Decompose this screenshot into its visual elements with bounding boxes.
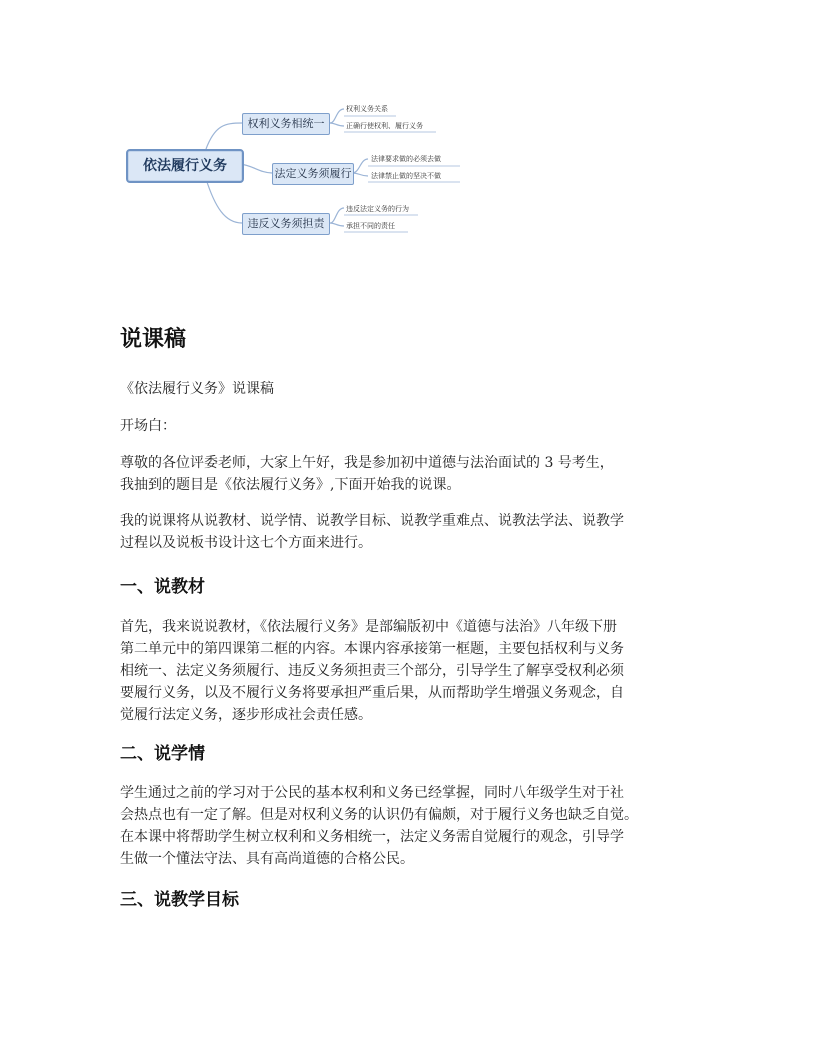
opening-label: 开场白： [120, 418, 176, 434]
section-heading-objectives: 三、说教学目标 [120, 890, 239, 910]
section-paragraph-students [120, 782, 702, 870]
text-line: 首先，我来说说教材，《依法履行义务》是部编版初中《道德与法治》八年级下册 [120, 619, 617, 635]
mind-map-leaf: 法律要求做的必须去做 [371, 155, 441, 163]
text-line: 尊敬的各位评委老师，大家上午好，我是参加初中道德与法治面试的 3 号考生， [120, 455, 614, 471]
text-line: 要履行义务，以及不履行义务将要承担严重后果，从而帮助学生增强义务观念，自 [120, 685, 624, 701]
opening-paragraph [120, 452, 702, 496]
mind-map-branch-liability: 违反义务须担责 [242, 213, 330, 235]
mind-map-branch-legal-duties: 法定义务须履行 [272, 163, 354, 185]
text-line: 生做一个懂法守法、具有高尚道德的合格公民。 [120, 851, 414, 867]
mind-map-leaf: 法律禁止做的坚决不做 [371, 172, 441, 180]
mind-map-root: 依法履行义务 [126, 149, 244, 183]
mind-map-branch-rights-duties: 权利义务相统一 [242, 113, 330, 135]
text-line: 在本课中将帮助学生树立权利和义务相统一，法定义务需自觉履行的观念，引导学 [120, 829, 624, 845]
text-line: 学生通过之前的学习对于公民的基本权利和义务已经掌握，同时八年级学生对于社 [120, 785, 624, 801]
section-heading-textbook: 一、说教材 [120, 577, 205, 597]
mind-map [120, 95, 480, 245]
page-title: 说课稿 [120, 327, 187, 352]
mind-map-leaf: 权利义务关系 [346, 105, 388, 113]
section-paragraph-textbook [120, 616, 702, 726]
subtitle: 《依法履行义务》说课稿 [120, 381, 274, 397]
text-line: 我的说课将从说教材、说学情、说教学目标、说教学重难点、说教法学法、说教学 [120, 513, 624, 529]
mind-map-leaf: 正确行使权利、履行义务 [346, 122, 423, 130]
overview-paragraph [120, 510, 702, 554]
text-line: 过程以及说板书设计这七个方面来进行。 [120, 535, 372, 551]
text-line: 会热点也有一定了解。但是对权利义务的认识仍有偏颇，对于履行义务也缺乏自觉。 [120, 807, 638, 823]
section-heading-students: 二、说学情 [120, 744, 205, 764]
text-line: 第二单元中的第四课第二框的内容。本课内容承接第一框题，主要包括权利与义务 [120, 641, 624, 657]
mind-map-leaf: 承担不同的责任 [346, 222, 395, 230]
text-line: 相统一、法定义务须履行、违反义务须担责三个部分，引导学生了解享受权利必须 [120, 663, 624, 679]
text-line: 我抽到的题目是《依法履行义务》,下面开始我的说课。 [120, 477, 461, 493]
text-line: 觉履行法定义务，逐步形成社会责任感。 [120, 707, 372, 723]
mind-map-leaf: 违反法定义务的行为 [346, 205, 409, 213]
